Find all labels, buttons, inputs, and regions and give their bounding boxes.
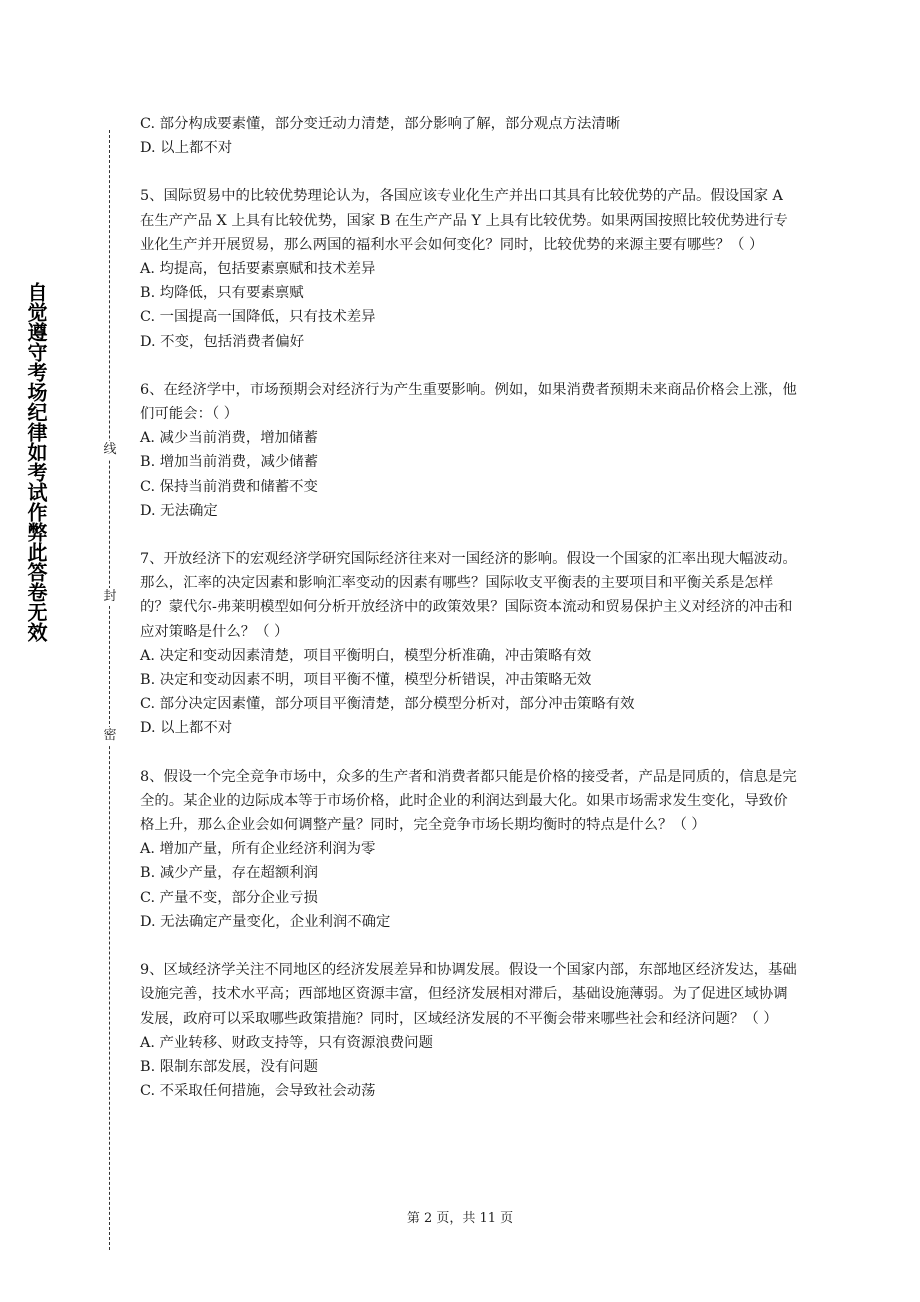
option-d: D. 以上都不对 <box>140 140 233 157</box>
option-a: A. 增加产量，所有企业经济利润为零 <box>140 841 376 858</box>
option-d: D. 无法确定 <box>140 502 218 519</box>
option-b: B. 减少产量，存在超额利润 <box>140 865 319 882</box>
option-b: B. 决定和变动因素不明，项目平衡不懂，模型分析错误，冲击策略无效 <box>140 672 592 689</box>
option-a: A. 均提高，包括要素禀赋和技术差异 <box>140 261 376 278</box>
option-a: A. 减少当前消费，增加储蓄 <box>140 430 318 447</box>
option-b: B. 增加当前消费，减少储蓄 <box>140 454 319 471</box>
question-4-continued <box>140 112 800 160</box>
question-stem: 8、假设一个完全竞争市场中，众多的生产者和消费者都只能是价格的接受者，产品是同质的，信息是完全的。某企业的边际成本等于市场价格，此时企业的利润达到最大化。如果市场需求发生变化，导致价格上升，那么企业会如何调整产量？同时，完全竞争市场长期均衡时的特点是什么？（ ） <box>140 768 797 834</box>
option-c: C. 保持当前消费和储蓄不变 <box>140 478 318 495</box>
option-b: B. 限制东部发展，没有问题 <box>140 1058 319 1075</box>
binding-mark-line: 线 <box>103 442 117 457</box>
question-9 <box>140 958 800 1103</box>
option-c: C. 不采取任何措施，会导致社会动荡 <box>140 1083 376 1100</box>
option-c: C. 部分决定因素懂，部分项目平衡清楚，部分模型分析对，部分冲击策略有效 <box>140 696 635 713</box>
page-number-footer: 第 2 页，共 11 页 <box>406 1211 514 1226</box>
binding-dashed-line <box>109 130 110 1250</box>
option-d: D. 以上都不对 <box>140 720 233 737</box>
question-5 <box>140 184 800 353</box>
question-stem: 5、国际贸易中的比较优势理论认为，各国应该专业化生产并出口其具有比较优势的产品。假设国家 A 在生产产品 X 上具有比较优势，国家 B 在生产产品 Y 上具有比较优势。如果两国按照比较优势进行专业化生产并开展贸易，那么两国的福利水平会如何变化？同时，比较优势的来源主要有哪些？（ ） <box>140 188 788 253</box>
option-c: C. 一国提高一国降低，只有技术差异 <box>140 309 376 326</box>
option-b: B. 均降低，只有要素禀赋 <box>140 285 304 302</box>
exam-discipline-warning: 自觉遵守考场纪律如考试作弊此答卷无效 <box>24 282 48 642</box>
binding-mark-secret: 密 <box>103 728 117 743</box>
option-a: A. 产业转移、财政支持等，只有资源浪费问题 <box>140 1034 433 1051</box>
question-7 <box>140 547 800 741</box>
question-8 <box>140 765 800 934</box>
question-stem: 7、开放经济下的宏观经济学研究国际经济往来对一国经济的影响。假设一个国家的汇率出现大幅波动。那么，汇率的决定因素和影响汇率变动的因素有哪些？国际收支平衡表的主要项目和平衡关系是怎样的？蒙代尔-弗莱明模型如何分析开放经济中的政策效果？国际资本流动和贸易保护主义对经济的冲击和应对策略是什么？（ ） <box>140 551 797 640</box>
option-a: A. 决定和变动因素清楚，项目平衡明白，模型分析准确，冲击策略有效 <box>140 647 592 664</box>
binding-mark-seal: 封 <box>103 589 117 604</box>
question-stem: 9、区域经济学关注不同地区的经济发展差异和协调发展。假设一个国家内部，东部地区经济发达，基础设施完善，技术水平高；西部地区资源丰富，但经济发展相对滞后，基础设施薄弱。为了促进区域协调发展，政府可以采取哪些政策措施？同时，区域经济发展的不平衡会带来哪些社会和经济问题？（ ） <box>140 962 797 1027</box>
option-c: C. 部分构成要素懂，部分变迁动力清楚，部分影响了解，部分观点方法清晰 <box>140 116 621 132</box>
option-c: C. 产量不变，部分企业亏损 <box>140 889 318 906</box>
question-6 <box>140 378 800 523</box>
question-stem: 6、在经济学中，市场预期会对经济行为产生重要影响。例如，如果消费者预期未来商品价格会上涨，他们可能会：（ ） <box>140 381 797 423</box>
option-d: D. 不变，包括消费者偏好 <box>140 333 305 350</box>
option-d: D. 无法确定产量变化，企业利润不确定 <box>140 913 391 930</box>
exam-content <box>140 112 800 1103</box>
